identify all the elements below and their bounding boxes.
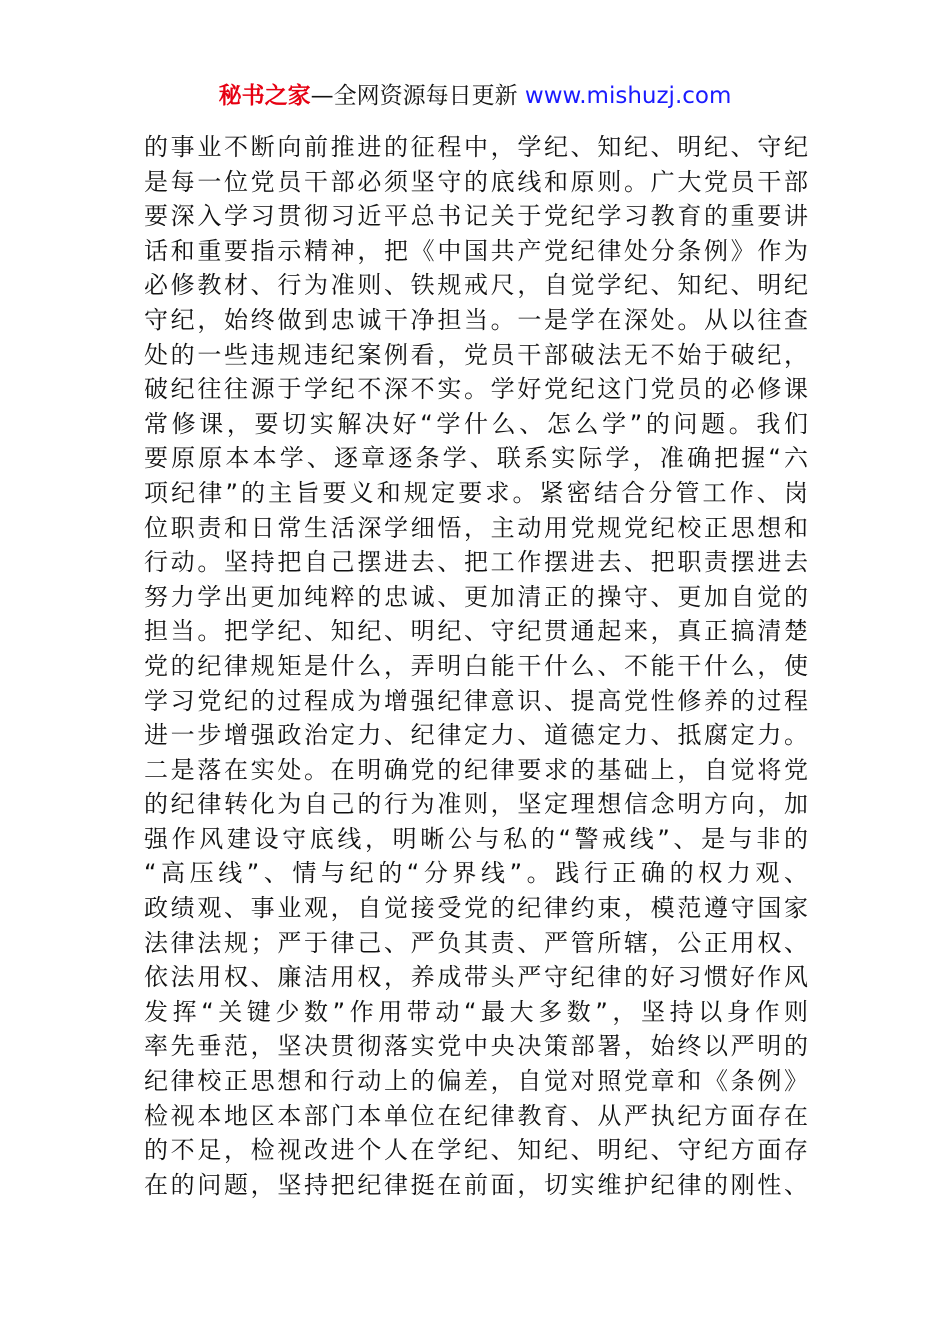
- text-line: 要原原本本学、逐章逐条学、联系实际学，准确把握“六: [144, 444, 808, 473]
- text-line: 的事业不断向前推进的征程中，学纪、知纪、明纪、守纪: [144, 133, 808, 161]
- text-line: 话和重要指示精神，把《中国共产党纪律处分条例》作为: [144, 236, 808, 265]
- text-line: 努力学出更加纯粹的忠诚、更加清正的操守、更加自觉的: [144, 582, 808, 611]
- text-line: 行动。坚持把自己摆进去、把工作摆进去、把职责摆进去: [144, 548, 808, 577]
- text-line: 法律法规；严于律己、严负其责、严管所辖，公正用权、: [144, 928, 808, 957]
- text-line: 学习党纪的过程成为增强纪律意识、提高党性修养的过程: [144, 686, 808, 715]
- text-line: 破纪往往源于学纪不深不实。学好党纪这门党员的必修课: [144, 375, 808, 404]
- text-line: 项纪律”的主旨要义和规定要求。紧密结合分管工作、岗: [144, 478, 808, 507]
- header-slogan: —全网资源每日更新: [310, 83, 525, 109]
- text-line: 检视本地区本部门本单位在纪律教育、从严执纪方面存在: [144, 1101, 808, 1130]
- text-line: 常修课，要切实解决好“学什么、怎么学”的问题。我们: [144, 409, 808, 438]
- text-line: 依法用权、廉洁用权，养成带头严守纪律的好习惯好作风: [144, 963, 808, 992]
- text-line: 二是落在实处。在明确党的纪律要求的基础上，自觉将党: [144, 755, 808, 784]
- page-header: [0, 80, 950, 112]
- text-line: 发挥“关键少数”作用带动“最大多数”，坚持以身作则: [144, 997, 808, 1026]
- text-line: 的不足，检视改进个人在学纪、知纪、明纪、守纪方面存: [144, 1136, 808, 1165]
- text-line: “高压线”、情与纪的“分界线”。践行正确的权力观、: [144, 859, 808, 888]
- text-line: 担当。把学纪、知纪、明纪、守纪贯通起来，真正搞清楚: [144, 617, 808, 646]
- header-site-link[interactable]: www.mishuzj.com: [524, 83, 732, 109]
- text-line: 在的问题，坚持把纪律挺在前面，切实维护纪律的刚性、: [144, 1170, 808, 1199]
- text-line: 位职责和日常生活深学细悟，主动用党规党纪校正思想和: [144, 513, 808, 542]
- document-body: [144, 130, 808, 1202]
- text-line: 的纪律转化为自己的行为准则，坚定理想信念明方向，加: [144, 790, 808, 819]
- text-line: 要深入学习贯彻习近平总书记关于党纪学习教育的重要讲: [144, 202, 808, 231]
- text-line: 进一步增强政治定力、纪律定力、道德定力、抵腐定力。: [144, 721, 808, 750]
- text-line: 强作风建设守底线，明晰公与私的“警戒线”、是与非的: [144, 824, 808, 853]
- text-line: 是每一位党员干部必须坚守的底线和原则。广大党员干部: [144, 167, 808, 196]
- text-line: 纪律校正思想和行动上的偏差，自觉对照党章和《条例》: [144, 1067, 808, 1096]
- text-line: 率先垂范，坚决贯彻落实党中央决策部署，始终以严明的: [144, 1032, 808, 1061]
- text-line: 守纪，始终做到忠诚干净担当。一是学在深处。从以往查: [144, 305, 808, 334]
- header-brand: 秘书之家: [218, 83, 311, 109]
- text-line: 必修教材、行为准则、铁规戒尺，自觉学纪、知纪、明纪: [144, 271, 808, 300]
- text-line: 政绩观、事业观，自觉接受党的纪律约束，模范遵守国家: [144, 894, 808, 923]
- text-line: 党的纪律规矩是什么，弄明白能干什么、不能干什么，使: [144, 651, 808, 680]
- text-line: 处的一些违规违纪案例看，党员干部破法无不始于破纪，: [144, 340, 808, 369]
